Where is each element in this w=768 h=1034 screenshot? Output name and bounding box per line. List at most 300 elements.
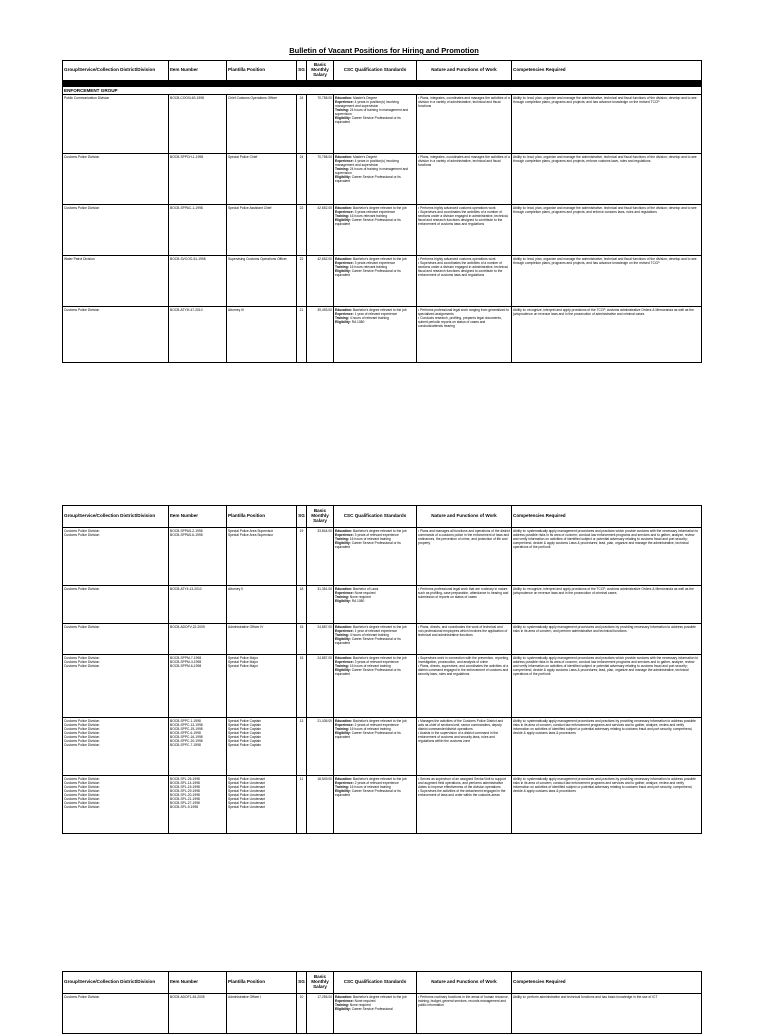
position-cell <box>227 776 297 834</box>
eligibility-line <box>335 599 415 603</box>
competencies-cell: Ability to: recognize, interpret and apply provisions of the TCCP, customs administrative Orders & Memoranda as well as the jurisprudence on revenue laws and in the prosecution of administrative and criminal cases <box>512 306 702 362</box>
header-group: Group/Service/Collection District/Division <box>63 972 169 994</box>
competencies-cell: Ability to: systematically apply management procedures and practices by providing necessary information to address possible risks in its area of concern; conduct law enforcement programs and services and to gather, analyze, review and verify information on activities of identified subject or potential adversary relating to customs fraud and port security, comprehend, decide & apply customs laws & procedures <box>512 776 702 834</box>
eligibility-value: Career Service Professional or its equivalent <box>335 667 401 676</box>
division-cell <box>63 306 169 362</box>
salary-grade-cell: 24 <box>297 94 307 153</box>
item-number-cell <box>169 718 227 776</box>
education-label: Education: <box>335 95 353 100</box>
training-line <box>335 167 415 175</box>
education-label: Education: <box>335 307 353 312</box>
header-competencies: Competencies Required <box>512 972 702 994</box>
bulletin-title: Bulletin of Vacant Positions for Hiring and Promotion <box>289 46 479 55</box>
experience-value: 3 years relevant experience <box>354 260 396 265</box>
salary-grade-cell: 21 <box>297 306 307 362</box>
training-label: Training: <box>335 315 349 320</box>
nature-functions-cell: • Performs professional legal work ranging from generalized to specialized assignments • Conducts research, profiling, prepares legal documents, submit periodic reports on status of cases and conducts/attends hearing <box>417 306 512 362</box>
eligibility-line <box>335 789 415 797</box>
header-item-number: Item Number <box>169 61 227 81</box>
division-cell <box>63 624 169 655</box>
training-value: 4 hours of relevant training <box>349 315 389 320</box>
table-row <box>63 776 702 834</box>
table-row <box>63 718 702 776</box>
item-number: BOCB-SPPC-20-1998 <box>170 738 203 743</box>
position-title: Special Police Captain <box>228 738 261 743</box>
header-salary: Basic Monthly Salary <box>307 61 334 81</box>
header-plantilla-position: Plantilla Position <box>227 506 297 528</box>
position-title: Special Police Captain <box>228 730 261 735</box>
item-number: BOCB-SPPC-7-1998 <box>170 742 201 747</box>
position-title: Special Police Captain <box>228 722 261 727</box>
eligibility-label: Eligibility: <box>335 174 351 179</box>
division-cell <box>63 153 169 204</box>
training-value: None required <box>349 1002 371 1007</box>
education-value: Bachelor of Laws <box>352 586 379 591</box>
education-value: Bachelor's degree relevant to the job <box>352 994 407 999</box>
eligibility-value: Career Service Professional or its equivalent <box>335 115 401 124</box>
salary-grade-cell: 19 <box>297 528 307 586</box>
division-name: Customs Police Division <box>64 718 100 723</box>
eligibility-label: Eligibility: <box>335 268 351 273</box>
salary-cell: 24,887.00 <box>307 624 334 655</box>
eligibility-label: Eligibility: <box>335 115 351 120</box>
item-number: BOCB-SPPC-1-1998 <box>170 718 201 723</box>
education-label: Education: <box>335 994 353 999</box>
eligibility-line <box>335 668 415 676</box>
training-label: Training: <box>335 1002 349 1007</box>
experience-value: 1 year of relevant experience <box>354 311 398 316</box>
eligibility-label: Eligibility: <box>335 667 351 672</box>
item-number-cell <box>169 204 227 255</box>
eligibility-line <box>335 116 415 124</box>
salary-cell: 17,255.00 <box>307 994 334 1034</box>
position-title: Special Police Area Supervisor <box>228 532 274 537</box>
header-nature-functions: Nature and Functions of Work <box>417 506 512 528</box>
division-name: Customs Police Division <box>64 796 100 801</box>
eligibility-value: Career Service Professional or its equivalent <box>335 540 401 549</box>
table-row <box>63 994 702 1034</box>
salary-grade-cell: 18 <box>297 586 307 624</box>
header-plantilla-position: Plantilla Position <box>227 61 297 81</box>
salary-grade-cell: 22 <box>297 255 307 306</box>
salary-cell: 42,652.00 <box>307 255 334 306</box>
eligibility-value: Career Service Professional or its equivalent <box>335 788 401 797</box>
item-number: BOCB-SPPCH-1-1998 <box>170 154 204 159</box>
salary-cell: 39,493.00 <box>307 306 334 362</box>
table-row <box>63 255 702 306</box>
education-value: Bachelor's degree relevant to the job <box>352 624 407 629</box>
nature-functions-cell: • Performs highly advanced customs operations work • Supervises and coordinates the activities of a number of sections under a division engaged in administrative, technical, fiscal and research functions designed to contribute to the enforcement of customs laws and regulations <box>417 204 512 255</box>
education-value: Bachelor's degree relevant to the job <box>352 718 407 723</box>
item-number: BOCB-SPPC-6-1998 <box>170 730 201 735</box>
division-name: Public Communication Division <box>64 95 110 100</box>
experience-value: 4 years in position(s) involving management and supervision <box>335 158 399 167</box>
position-title: Attorney III <box>228 307 244 312</box>
position-title: Special Police Lieutenant <box>228 792 266 797</box>
eligibility-label: Eligibility: <box>335 788 351 793</box>
item-number: BOCB-SPPAS-2-1998 <box>170 528 203 533</box>
item-number-cell <box>169 994 227 1034</box>
position-cell <box>227 624 297 655</box>
csc-standards-cell <box>334 586 417 624</box>
division-cell <box>63 776 169 834</box>
eligibility-line <box>335 269 415 277</box>
salary-cell: 24,887.00 <box>307 655 334 718</box>
eligibility-line <box>335 175 415 183</box>
training-value: 24 hours of training in management and supervision <box>335 107 409 116</box>
education-value: Master's Degree <box>352 154 378 159</box>
experience-label: Experience: <box>335 209 354 214</box>
experience-label: Experience: <box>335 158 354 163</box>
csc-standards-cell <box>334 994 417 1034</box>
education-label: Education: <box>335 776 353 781</box>
salary-cell: 21,436.00 <box>307 718 334 776</box>
nature-functions-cell: • Plans, integrates, coordinates and manages the activities of a division in a variety of administrative, technical and fiscal functions <box>417 94 512 153</box>
training-value: 16 hours of relevant training <box>349 726 391 731</box>
training-value: 4 hours of relevant training <box>349 632 389 637</box>
division-name: Customs Police Division <box>64 804 100 809</box>
position-title: Special Police Lieutenant <box>228 796 266 801</box>
experience-value: 2 years of relevant experience <box>354 722 399 727</box>
division-cell <box>63 655 169 718</box>
table-row <box>63 586 702 624</box>
eligibility-label: Eligibility: <box>335 730 351 735</box>
education-value: Bachelor's degree relevant to the job <box>352 256 407 261</box>
csc-standards-cell <box>334 94 417 153</box>
division-name: Customs Police Division <box>64 532 100 537</box>
csc-standards-cell <box>334 204 417 255</box>
training-value: 16 hours of relevant training <box>349 536 391 541</box>
eligibility-value: Career Service Professional or its equivalent <box>335 730 401 739</box>
position-title: Administrative Officer IV <box>228 624 264 629</box>
position-title: Special Police Captain <box>228 742 261 747</box>
competencies-cell: Ability to: recognize, interpret and apply provisions of the TCCP, customs administrative Orders & Memoranda as well as the jurisprudence on revenue laws and in the prosecution of criminal cases <box>512 586 702 624</box>
eligibility-value: RA 1080 <box>351 319 365 324</box>
position-title: Special Police Lieutenant <box>228 776 266 781</box>
header-nature-functions: Nature and Functions of Work <box>417 61 512 81</box>
education-label: Education: <box>335 586 353 591</box>
training-value: None required <box>349 594 371 599</box>
position-title: Administrative Officer I <box>228 994 262 999</box>
training-label: Training: <box>335 663 349 668</box>
item-number: BOCB-SPL-9-1998 <box>170 804 199 809</box>
salary-grade-cell: 10 <box>297 994 307 1034</box>
header-csc-standards: CSC Qualification Standards <box>334 61 417 81</box>
training-label: Training: <box>335 536 349 541</box>
item-number: BOCB-SPL-15-1998 <box>170 784 200 789</box>
nature-functions-cell: • Serves as supervisor of an assigned Sector/Unit to support and augment field operations, and performs administrative duties to improve effectiveness of the division operations • Supervises the activities of the detachment engaged in the enforcement of laws and order within the customs areas <box>417 776 512 834</box>
position-title: Supervising Customs Operations Officer <box>228 256 287 261</box>
eligibility-line <box>335 731 415 739</box>
position-cell <box>227 94 297 153</box>
training-label: Training: <box>335 107 349 112</box>
experience-label: Experience: <box>335 311 354 316</box>
table-row <box>63 153 702 204</box>
training-label: Training: <box>335 632 349 637</box>
position-title: Special Police Chief <box>228 154 258 159</box>
division-name: Customs Police Division <box>64 528 100 533</box>
position-title: Special Police Captain <box>228 734 261 739</box>
training-label: Training: <box>335 166 349 171</box>
eligibility-value: Career Service Professional or its equivalent <box>335 268 401 277</box>
position-title: Special Police Major <box>228 659 258 664</box>
eligibility-line <box>335 218 415 226</box>
salary-cell: 70,758.00 <box>307 153 334 204</box>
nature-functions-cell: • Performs routinary functions in the areas of human resource, training, budget, general services, records management and public information <box>417 994 512 1034</box>
position-title: Special Police Captain <box>228 718 261 723</box>
item-number: BOCB-SVCOO-51-1998 <box>170 256 206 261</box>
experience-value: None required <box>354 998 376 1003</box>
csc-standards-cell <box>334 718 417 776</box>
position-title: Special Police Area Supervisor <box>228 528 274 533</box>
item-number: BOCB-SPPC-13-1998 <box>170 722 203 727</box>
csc-standards-cell <box>334 255 417 306</box>
experience-value: 4 years in position(s) involving management and supervision <box>335 99 399 108</box>
experience-label: Experience: <box>335 590 354 595</box>
experience-line <box>335 159 415 167</box>
header-group: Group/Service/Collection District/Division <box>63 506 169 528</box>
position-title: Special Police Lieutenant <box>228 784 266 789</box>
training-value: 16 hours of relevant training <box>349 784 391 789</box>
division-name: Customs Police Division <box>64 659 100 664</box>
csc-standards-cell <box>334 624 417 655</box>
competencies-cell: Ability to: systematically apply management procedures and practices which provide customs with the necessary information to address possible risks in its area of concern; conduct law enforcement programs and services and to gather, analyze, review and verify information on activities of identified subject or potential adversary relating to customs fraud and port security; comprehend, decide & apply customs Laws & procedures; lead, plan, organize and manage the administrative, technical operations of the port/unit <box>512 528 702 586</box>
experience-value: 3 years of relevant experience <box>354 659 399 664</box>
division-cell <box>63 528 169 586</box>
vacancy-table-page-2 <box>62 505 702 834</box>
division-name: Customs Police Division <box>64 154 100 159</box>
experience-label: Experience: <box>335 532 354 537</box>
table-row <box>63 94 702 153</box>
experience-label: Experience: <box>335 659 354 664</box>
eligibility-line <box>335 541 415 549</box>
header-competencies: Competencies Required <box>512 61 702 81</box>
position-title: Attorney II <box>228 586 244 591</box>
item-number: BOCB-SPL-20-1998 <box>170 792 200 797</box>
header-nature-functions: Nature and Functions of Work <box>417 972 512 994</box>
position-title: Special Police Major <box>228 655 258 660</box>
division-name: Customs Police Division <box>64 726 100 731</box>
competencies-cell: Ability to: lead, plan, organize and manage the administrative, technical and fiscal functions of the division; develop and to see through completion plans, programs and projects; and has advance knowledge on the revised TCCP <box>512 94 702 153</box>
salary-cell: 70,758.00 <box>307 94 334 153</box>
training-line <box>335 108 415 116</box>
position-cell <box>227 204 297 255</box>
eligibility-value: Career Service Professional or its equivalent <box>335 217 401 226</box>
experience-value: 1 year of relevant experience <box>354 628 398 633</box>
competencies-cell: Ability to: lead, plan, organize and manage the administrative, technical and fiscal functions of the division; develop and to see through completion plans, programs and projects, enforce customs laws, rules and regulations. <box>512 153 702 204</box>
position-title: Special Police Captain <box>228 726 261 731</box>
csc-standards-cell <box>334 153 417 204</box>
header-csc-standards: CSC Qualification Standards <box>334 506 417 528</box>
education-label: Education: <box>335 624 353 629</box>
division-cell <box>63 94 169 153</box>
eligibility-label: Eligibility: <box>335 598 351 603</box>
salary-cell: 42,652.00 <box>307 204 334 255</box>
experience-value: None required <box>354 590 376 595</box>
salary-grade-cell: 15 <box>297 655 307 718</box>
education-value: Bachelor's degree relevant to the job <box>352 307 407 312</box>
training-label: Training: <box>335 213 349 218</box>
item-number: BOCB-ATYIII-47-2010 <box>170 307 203 312</box>
division-name: Customs Police Division <box>64 734 100 739</box>
competencies-cell: Ability to: systematically apply management procedures and practices which provide customs with the necessary information to address possible risks in its area of concern; conduct law enforcement programs and services and to gather, analyze, review and verify information on activities of identified subject or potential adversary relating to customs fraud and port security; comprehend, decide & apply customs Laws & procedures; lead, plan, organize and manage the administrative, technical operations of the port/unit <box>512 655 702 718</box>
position-cell <box>227 655 297 718</box>
item-number: BOCB-SPPAC-1-1998 <box>170 205 203 210</box>
division-name: Customs Police Division <box>64 205 100 210</box>
division-name: Customs Police Division <box>64 655 100 660</box>
item-number: BOCB-SPPM-7-1998 <box>170 655 202 660</box>
eligibility-label: Eligibility: <box>335 217 351 222</box>
experience-label: Experience: <box>335 99 354 104</box>
item-number-cell <box>169 306 227 362</box>
position-title: Special Police Lieutenant <box>228 800 266 805</box>
eligibility-line <box>335 1007 415 1011</box>
item-number-cell <box>169 655 227 718</box>
experience-label: Experience: <box>335 722 354 727</box>
nature-functions-cell: • Performs professional legal work that are routinary in nature such as profiling, case preparation, attendance to hearing and submission of reports on status of cases <box>417 586 512 624</box>
eligibility-value: RA 1080 <box>351 598 365 603</box>
salary-grade-cell: 13 <box>297 718 307 776</box>
division-cell <box>63 204 169 255</box>
training-label: Training: <box>335 594 349 599</box>
eligibility-label: Eligibility: <box>335 636 351 641</box>
division-name: Customs Police Division <box>64 776 100 781</box>
division-cell <box>63 255 169 306</box>
header-sg: SG <box>297 61 307 81</box>
header-item-number: Item Number <box>169 972 227 994</box>
position-title: Special Police Assistant Chief <box>228 205 272 210</box>
education-value: Bachelor's degree relevant to the job <box>352 205 407 210</box>
training-label: Training: <box>335 784 349 789</box>
eligibility-value: Career Service Professional or its equivalent <box>335 636 401 645</box>
division-name: Customs Police Division <box>64 586 100 591</box>
csc-standards-cell <box>334 655 417 718</box>
nature-functions-cell: • Plans, directs, and coordinates the work of technical and non-professional employees which involves the application of technical and administrative functions <box>417 624 512 655</box>
header-competencies: Competencies Required <box>512 506 702 528</box>
header-salary: Basic Monthly Salary <box>307 506 334 528</box>
item-number-cell <box>169 153 227 204</box>
position-title: Chief Customs Operations Officer <box>228 95 278 100</box>
item-number: BOCB-SPPM-6-1998 <box>170 663 202 668</box>
nature-functions-cell: • Plans and manages all functions and operations of the district commands of a customs police in the enforcement of laws and ordinances, the prevention of crime, and protection of life and property <box>417 528 512 586</box>
item-number: BOCB-ADOF1-45-2005 <box>170 994 205 999</box>
competencies-cell: Ability to: systematically apply management procedures and practices by providing necessary information to address possible risks in its area of concern, and perform administrative and technical functions <box>512 624 702 655</box>
header-csc-standards: CSC Qualification Standards <box>334 972 417 994</box>
education-label: Education: <box>335 718 353 723</box>
table-row <box>63 306 702 362</box>
position-title: Special Police Major <box>228 663 258 668</box>
nature-functions-cell: • Plans, integrates, coordinates and manages the activities of a division in a variety of administrative, technical and fiscal functions <box>417 153 512 204</box>
division-cell <box>63 718 169 776</box>
experience-line <box>335 100 415 108</box>
education-label: Education: <box>335 256 353 261</box>
nature-functions-cell: • Performs highly advanced customs operations work • Supervises and coordinates the activities of a number of sections under a division engaged in administrative, technical, fiscal and research functions designed to contribute to the enforcement of customs laws and regulations <box>417 255 512 306</box>
item-number-cell <box>169 624 227 655</box>
item-number: BOCB-SPL-14-1998 <box>170 780 200 785</box>
vacancy-table-page-3 <box>62 971 702 1034</box>
salary-grade-cell: 24 <box>297 153 307 204</box>
training-label: Training: <box>335 726 349 731</box>
education-value: Master's Degree <box>352 95 378 100</box>
position-cell <box>227 153 297 204</box>
education-label: Education: <box>335 655 353 660</box>
item-number: BOCB-COOIII-63-1998 <box>170 95 204 100</box>
salary-cell: 33,844.00 <box>307 528 334 586</box>
experience-value: 2 years of relevant experience <box>354 780 399 785</box>
item-number-cell <box>169 586 227 624</box>
item-number: BOCB-SPPC-15-1998 <box>170 726 203 731</box>
education-value: Bachelor's degree relevant to the job <box>352 776 407 781</box>
table-row <box>63 204 702 255</box>
education-label: Education: <box>335 205 353 210</box>
header-sg: SG <box>297 972 307 994</box>
nature-functions-cell: • Manages the activities of the Customs Police District and acts as chief of sections/unit, sector commanders, deputy district commander/district operations • Assists in the supervision of a district command in the enforcement of customs and security laws, rules and regulations within the customs zone <box>417 718 512 776</box>
csc-standards-cell <box>334 776 417 834</box>
competencies-cell: Ability to: systematically apply management procedures and practices by providing necessary information to address possible risks in its area of concern; conduct law enforcement programs and services and to gather, analyze, review and verify information on activities of identified subject or potential adversary relating to customs fraud and port security, comprehend, decide & apply customs laws & procedures <box>512 718 702 776</box>
division-name: Customs Police Division <box>64 722 100 727</box>
position-title: Special Police Lieutenant <box>228 788 266 793</box>
division-name: Customs Police Division <box>64 784 100 789</box>
competencies-cell: Ability to: lead, plan, organize and manage the administrative, technical and fiscal functions of the division; develop and to see through completion plans, programs and projects; and enforce customs laws, rules and regulations <box>512 204 702 255</box>
education-value: Bachelor's degree relevant to the job <box>352 655 407 660</box>
division-name: Customs Police Division <box>64 730 100 735</box>
competencies-cell: Ability to: lead, plan, organize and manage the administrative, technical and fiscal functions of the division; develop and to see through completion plans, programs and projects, and has advance knowledge on the revised TCCP <box>512 255 702 306</box>
item-number: BOCB-SPL-21-1998 <box>170 796 200 801</box>
division-name: Customs Police Division <box>64 800 100 805</box>
eligibility-label: Eligibility: <box>335 319 351 324</box>
experience-label: Experience: <box>335 260 354 265</box>
salary-grade-cell: 11 <box>297 776 307 834</box>
competencies-cell: Ability to: perform administrative and technical functions and has basic knowledge in the use of ICT <box>512 994 702 1034</box>
csc-standards-cell <box>334 528 417 586</box>
salary-grade-cell: 22 <box>297 204 307 255</box>
nature-functions-cell: • Supervises work in connection with the prevention, reporting, investigation, prosecution, and analysis of crime • Plans, directs, supervises, and coordinates the activities of a district command engaged in the enforcement of customs and security laws, rules and regulations <box>417 655 512 718</box>
division-cell <box>63 586 169 624</box>
header-plantilla-position: Plantilla Position <box>227 972 297 994</box>
education-label: Education: <box>335 154 353 159</box>
salary-cell: 18,549.00 <box>307 776 334 834</box>
eligibility-label: Eligibility: <box>335 540 351 545</box>
experience-label: Experience: <box>335 780 354 785</box>
division-name: Customs Police Division <box>64 994 100 999</box>
eligibility-value: Career Service Professional <box>351 1006 393 1011</box>
eligibility-label: Eligibility: <box>335 1006 351 1011</box>
item-number-cell <box>169 255 227 306</box>
experience-label: Experience: <box>335 998 354 1003</box>
group-heading: ENFORCEMENT GROUP <box>63 87 702 95</box>
training-value: 16 hours relevant training <box>349 264 388 269</box>
division-name: Customs Police Division <box>64 788 100 793</box>
item-number: BOCB-SPPM-4-1998 <box>170 659 202 664</box>
position-cell <box>227 255 297 306</box>
header-salary: Basic Monthly Salary <box>307 972 334 994</box>
position-cell <box>227 306 297 362</box>
item-number-cell <box>169 528 227 586</box>
division-name: Customs Police Division <box>64 307 100 312</box>
position-title: Special Police Lieutenant <box>228 804 266 809</box>
header-group: Group/Service/Collection District/Division <box>63 61 169 81</box>
table-row <box>63 655 702 718</box>
item-number: BOCB-SPL-27-1998 <box>170 800 200 805</box>
csc-standards-cell <box>334 306 417 362</box>
table-row <box>63 528 702 586</box>
item-number: BOCB-SPPC-16-1998 <box>170 734 203 739</box>
table-row <box>63 624 702 655</box>
item-number: BOCB-ATYII-13-2010 <box>170 586 202 591</box>
experience-label: Experience: <box>335 628 354 633</box>
item-number: BOCB-SPL-29-1998 <box>170 788 200 793</box>
division-name: Customs Police Division <box>64 624 100 629</box>
